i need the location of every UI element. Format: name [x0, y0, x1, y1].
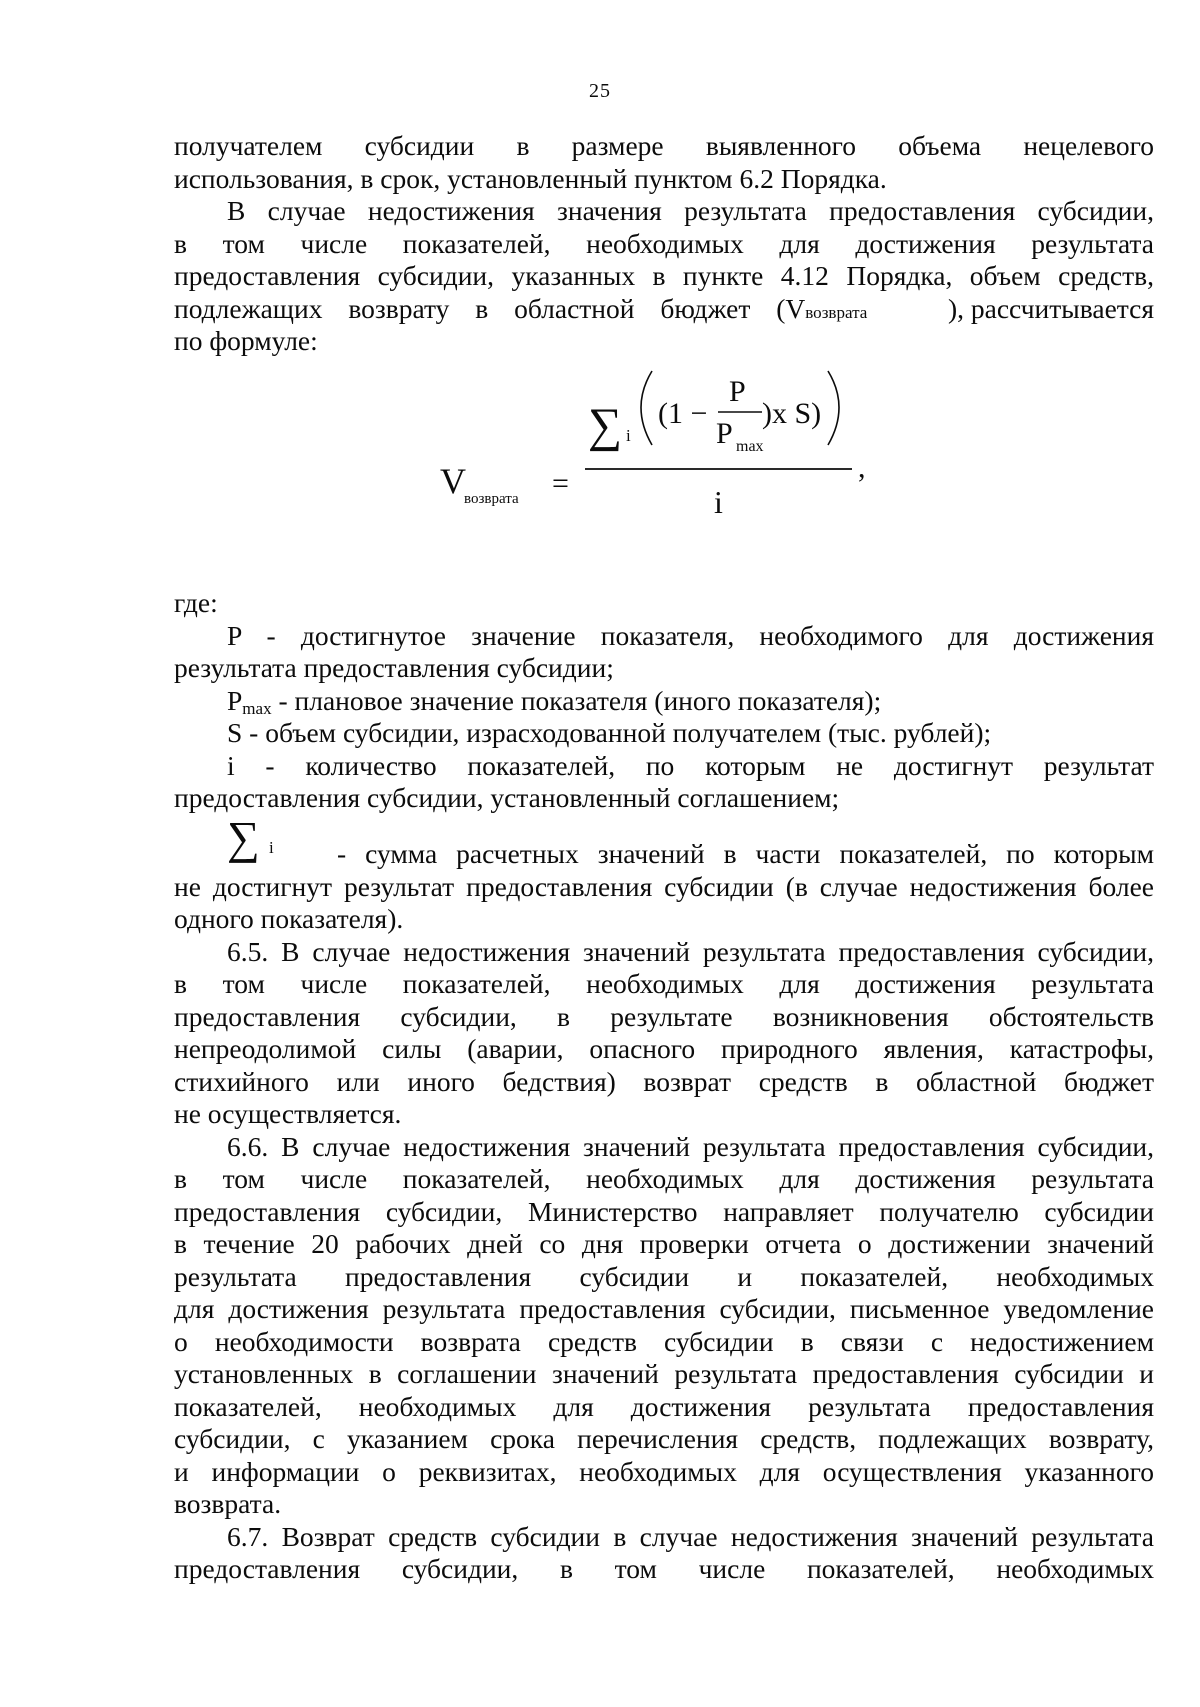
- text-line: одного показателя).: [174, 903, 404, 934]
- text-fragment: - сумма расчетных значений в части показателей, по которым: [337, 838, 1154, 869]
- text-line: установленных в соглашении значений результата предоставления субсидии и: [174, 1358, 1154, 1389]
- text-line: предоставления субсидии, установленный соглашением;: [174, 782, 840, 813]
- text-line-with-subscript: [174, 293, 1154, 326]
- text-line: в течение 20 рабочих дней со дня проверки отчета о достижении значений: [174, 1228, 1154, 1259]
- text-line: предоставления субсидии, в том числе показателей, необходимых: [174, 1553, 1154, 1584]
- text-fragment: ), рассчитывается: [947, 292, 1154, 324]
- sum-symbol-inline: [227, 809, 337, 871]
- formula-lhs: V: [440, 461, 466, 501]
- formula-sum-index: i: [626, 426, 631, 445]
- text-line: субсидии, с указанием срока перечисления средств, подлежащих возврату,: [174, 1423, 1154, 1454]
- sum-definition-line: [174, 812, 1154, 871]
- pmax-definition: [174, 685, 1154, 718]
- big-right-paren-icon: [828, 371, 839, 445]
- text-line: предоставления субсидии, в результате возникновения обстоятельств: [174, 1000, 1154, 1032]
- big-left-paren-icon: [641, 371, 652, 445]
- text-line: результата предоставления субсидии и показателей, необходимых: [174, 1260, 1154, 1292]
- text-line: о необходимости возврата средств субсидии в связи с недостижением: [174, 1325, 1154, 1357]
- page-number: 25: [589, 80, 611, 102]
- text-line: не осуществляется.: [174, 1098, 402, 1129]
- formula-trailing-comma: ,: [858, 451, 866, 484]
- formula-frac-num: P: [729, 375, 746, 408]
- intro-paragraphs: [174, 130, 1154, 358]
- formula-lhs-sub: возврата: [464, 491, 519, 507]
- formula-frac-den-sub: max: [736, 438, 764, 455]
- text-line: в том числе показателей, необходимых для достижения результата: [174, 1163, 1154, 1194]
- text-line: предоставления субсидии, указанных в пункте 4.12 Порядка, объем средств,: [174, 260, 1154, 291]
- text-line: стихийного или иного бедствия) возврат средств в областной бюджет: [174, 1065, 1154, 1097]
- refund-formula: [440, 375, 900, 535]
- text-line: получателем субсидии в размере выявленного объема нецелевого: [174, 130, 1154, 161]
- text-line: в том числе показателей, необходимых для достижения результата: [174, 227, 1154, 259]
- text-line: 6.6. В случае недостижения значений результата предоставления субсидии,: [227, 1130, 1154, 1162]
- text-line: P - достигнутое значение показателя, необходимого для достижения: [227, 619, 1154, 651]
- where-label: где:: [174, 587, 218, 618]
- text-line: 6.7. Возврат средств субсидии в случае недостижения значений результата: [227, 1520, 1154, 1552]
- text-line: возврата.: [174, 1488, 282, 1519]
- definitions-and-sections: [174, 587, 1154, 1586]
- text-line: показателей, необходимых для достижения результата предоставления: [174, 1390, 1154, 1422]
- pmax-text: - плановое значение показателя (иного показателя);: [271, 684, 882, 716]
- text-line: в том числе показателей, необходимых для достижения результата: [174, 968, 1154, 999]
- formula-frac-den: P: [716, 417, 733, 450]
- text-line: непреодолимой силы (аварии, опасного природного явления, катастрофы,: [174, 1033, 1154, 1064]
- sum-icon: ∑: [227, 812, 260, 863]
- text-line: 6.5. В случае недостижения значений результата предоставления субсидии,: [227, 935, 1154, 967]
- text-line: и информации о реквизитах, необходимых для осуществления указанного: [174, 1455, 1154, 1487]
- sum-index: i: [269, 838, 274, 857]
- text-line: использования, в срок, установленный пунктом 6.2 Порядка.: [174, 162, 887, 194]
- pmax-subscript: max: [242, 698, 272, 718]
- text-line: результата предоставления субсидии;: [174, 652, 614, 683]
- formula-close: )x S): [762, 397, 822, 430]
- text-line: для достижения результата предоставления субсидии, письменное уведомление: [174, 1293, 1154, 1324]
- text-line: предоставления субсидии, Министерство направляет получателю субсидии: [174, 1195, 1154, 1227]
- v-subscript: возврата: [805, 303, 868, 322]
- formula-open: (1 −: [658, 397, 708, 430]
- formula-denominator: i: [714, 484, 723, 520]
- text-line: S - объем субсидии, израсходованной получателем (тыс. рублей);: [227, 717, 992, 748]
- pmax-symbol: P: [227, 684, 243, 716]
- text-fragment: подлежащих возврату в областной бюджет (V: [174, 292, 806, 324]
- text-line: В случае недостижения значения результата предоставления субсидии,: [227, 195, 1154, 226]
- text-line: i - количество показателей, по которым не достигнут результат: [227, 749, 1154, 781]
- formula-equals: =: [552, 467, 569, 500]
- text-line: по формуле:: [174, 325, 318, 356]
- sum-icon: ∑: [588, 399, 623, 452]
- text-line: не достигнут результат предоставления субсидии (в случае недостижения более: [174, 870, 1154, 902]
